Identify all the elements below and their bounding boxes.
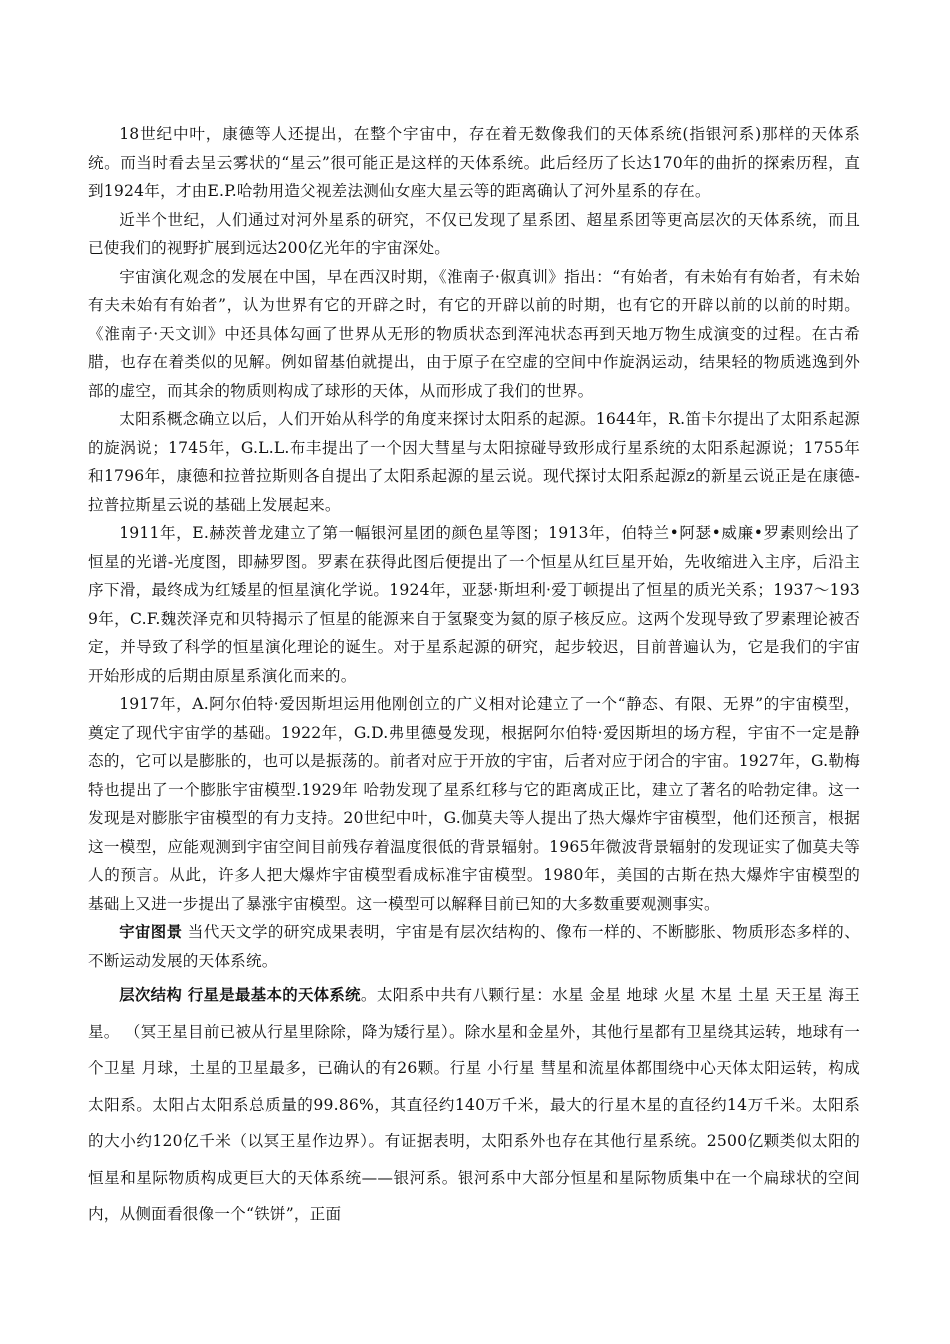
- paragraph-4: [88, 405, 860, 519]
- paragraph-6: [88, 690, 860, 918]
- paragraph-text: 1917年，A.阿尔伯特·爱因斯坦运用他刚创立的广义相对论建立了一个“静态、有限、无界”的宇宙模型，奠定了现代宇宙学的基础。1922年，G.D.弗里德曼发现，根据阿尔伯特·爱因斯坦的场方程，宇宙不一定是静态的，它可以是膨胀的，也可以是振荡的。前者对应于开放的宇宙，后者对应于闭合的宇宙。1927年，G.勒梅特也提出了一个膨胀宇宙模型.1929年 哈勃发现了星系红移与它的距离成正比，建立了著名的哈勃定律。这一发现是对膨胀宇宙模型的有力支持。20世纪中叶，G.伽莫夫等人提出了热大爆炸宇宙模型，他们还预言，根据这一模型，应能观测到宇宙空间目前残存着温度很低的背景辐射。1965年微波背景辐射的发现证实了伽莫夫等人的预言。从此，许多人把大爆炸宇宙模型看成标准宇宙模型。1980年，美国的古斯在热大爆炸宇宙模型的 基础上又进一步提出了暴涨宇宙模型。这一模型可以解释目前已知的大多数重要观测事实。: [88, 695, 860, 913]
- paragraph-3: [88, 263, 860, 406]
- paragraph-8: [88, 977, 860, 1233]
- document-page: [88, 120, 860, 1233]
- paragraph-1: [88, 120, 860, 206]
- paragraph-5: [88, 519, 860, 690]
- paragraph-text: 18世纪中叶，康德等人还提出，在整个宇宙中，存在着无数像我们的天体系统(指银河系)那样的天体系统。而当时看去呈云雾状的“星云”很可能正是这样的天体系统。此后经历了长达170年的曲折的探索历程，直到1924年，才由E.P.哈勃用造父视差法测仙女座大星云等的距离确认了河外星系的存在。: [88, 125, 860, 200]
- paragraph-text: 。太阳系中共有八颗行星：水星 金星 地球 火星 木星 土星 天王星 海王星。 （冥王星目前已被从行星里除除，降为矮行星）。除水星和金星外，其他行星都有卫星绕其运转，地球有一个卫星 月球，土星的卫星最多，已确认的有26颗。行星 小行星 彗星和流星体都围绕中心天体太阳运转，构成太阳系。太阳占太阳系总质量的99.86%，其直径约140万千米，最大的行星木星的直径约14万千米。太阳系的大小约120亿千米（以冥王星作边界）。有证据表明，太阳系外也存在其他行星系统。2500亿颗类似太阳的恒星和星际物质构成更巨大的天体系统——银河系。银河系中大部分恒星和星际物质集中在一个扁球状的空间内，从侧面看很像一个“铁饼”，正面: [88, 986, 860, 1223]
- paragraph-text: 近半个世纪，人们通过对河外星系的研究，不仅已发现了星系团、超星系团等更高层次的天体系统，而且已使我们的视野扩展到远达200亿光年的宇宙深处。: [88, 210, 860, 257]
- paragraph-lead: 宇宙图景: [119, 923, 183, 941]
- paragraph-7: [88, 918, 860, 975]
- paragraph-text: 太阳系概念确立以后，人们开始从科学的角度来探讨太阳系的起源。1644年，R.笛卡尔提出了太阳系起源的旋涡说；1745年，G.L.L.布丰提出了一个因大彗星与太阳掠碰导致形成行星系统的太阳系起源说；1755年和1796年，康德和拉普拉斯则各自提出了太阳系起源的星云说。现代探讨太阳系起源z的新星云说正是在康德-拉普拉斯星云说的基础上发展起来。: [88, 410, 860, 514]
- paragraph-lead: 层次结构 行星是最基本的天体系统: [119, 986, 361, 1004]
- paragraph-text: 宇宙演化观念的发展在中国，早在西汉时期，《淮南子·俶真训》指出：“有始者，有未始有有始者，有未始有夫未始有有始者”，认为世界有它的开辟之时，有它的开辟以前的时期，也有它的开辟以前的以前的时期。《淮南子·天文训》中还具体勾画了世界从无形的物质状态到浑沌状态再到天地万物生成演变的过程。在古希腊，也存在着类似的见解。例如留基伯就提出，由于原子在空虚的空间中作旋涡运动，结果轻的物质逃逸到外部的虚空，而其余的物质则构成了球形的天体，从而形成了我们的世界。: [88, 267, 860, 400]
- paragraph-text: 1911年，E.赫茨普龙建立了第一幅银河星团的颜色星等图；1913年，伯特兰•阿瑟•威廉•罗素则绘出了恒星的光谱-光度图，即赫罗图。罗素在获得此图后便提出了一个恒星从红巨星开始，先收缩进入主序，后沿主序下滑，最终成为红矮星的恒星演化学说。1924年，亚瑟·斯坦利·爱丁顿提出了恒星的质光关系；1937～1939年，C.F.魏茨泽克和贝特揭示了恒星的能源来自于氢聚变为氦的原子核反应。这两个发现导致了罗素理论被否定，并导致了科学的恒星演化理论的诞生。对于星系起源的研究，起步较迟，目前普遍认为，它是我们的宇宙开始形成的后期由原星系演化而来的。: [88, 524, 860, 685]
- paragraph-2: [88, 206, 860, 263]
- paragraph-text: 当代天文学的研究成果表明，宇宙是有层次结构的、像布一样的、不断膨胀、物质形态多样的、不断运动发展的天体系统。: [88, 923, 860, 970]
